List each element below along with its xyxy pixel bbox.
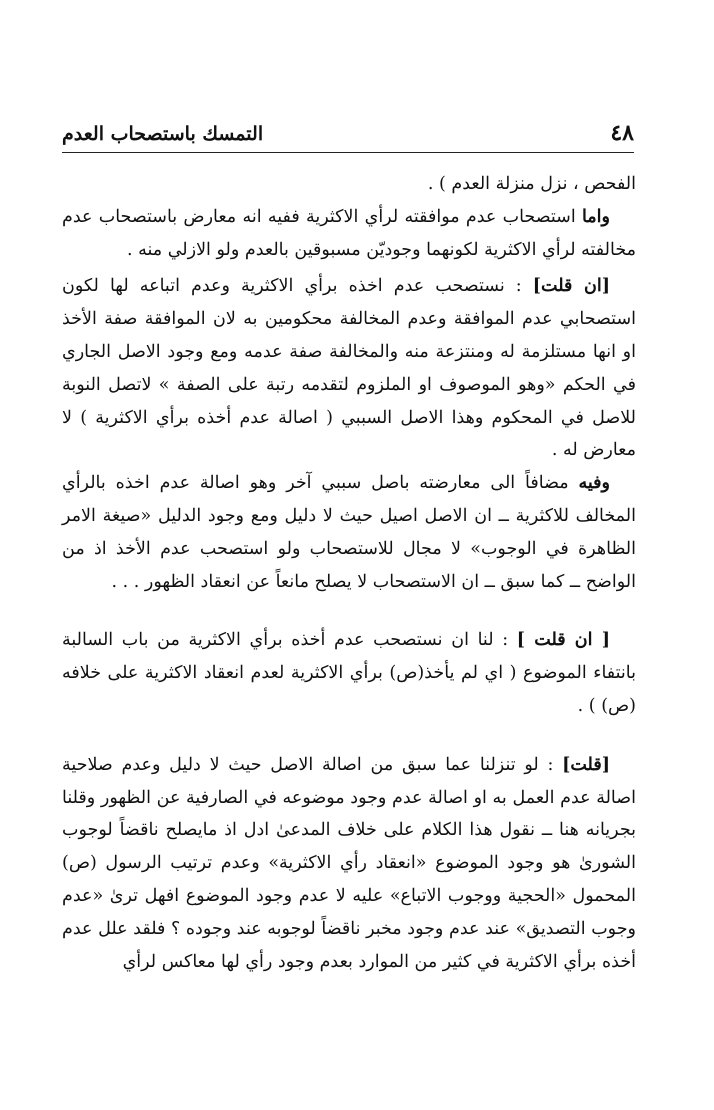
paragraph-text: : نستصحب عدم اخذه برأي الاكثرية وعدم اتباعه لها لكون استصحابي عدم الموافقة وعدم المخالفة محكومين به لان الموافقة صفة الأخذ او انها مستلزمة له ومنتزعة منه والمخالفة صفة عدمه ومع وجود الاصل الجاري في الحكم «وهو الموصوف او الملزوم لتقدمه رتبة على الصفة » لاتصل النوبة للاصل في المحكوم وهذا الاصل السببي ( اصالة عدم أخذه برأي الاكثرية ) لا معارض له . [62, 276, 636, 461]
paragraph-5 [62, 624, 636, 722]
paragraph-4 [62, 467, 636, 598]
paragraph-3 [62, 270, 636, 467]
paragraph-text: استصحاب عدم موافقته لرأي الاكثرية ففيه انه معارض باستصحاب عدم مخالفته لرأي الاكثرية لكونهما وجوديّن مسبوقين بالعدم ولو الازلي منه . [62, 206, 636, 260]
header-divider [62, 152, 634, 153]
paragraph-text: : لو تنزلنا عما سبق من اصالة الاصل حيث لا دليل وعدم صلاحية اصالة عدم العمل به او اصالة عدم وجود موضوعه في الصارفية عن الظهور وقلنا بجريانه هنا ــ نقول هذا الكلام على خلاف المدعىٰ ادل اذ مايصلح ناقضاً لوجوب الشورىٰ هو وجود الموضوع «انعقاد رأي الاكثرية» وعدم ترتيب الرسول (ص) المحمول «الحجية ووجوب الاتباع» عليه لا عدم وجود الموضوع افهل ترىٰ «عدم وجوب التصديق» عند عدم وجود مخبر ناقضاً لوجوبه عند وجوده ؟ فلقد علل عدم أخذه برأي الاكثرية في كثير من الموارد بعدم وجود رأي لها معاكس لرأي [62, 754, 636, 972]
paragraph-lead: واما [581, 206, 610, 227]
paragraph-lead: وفيه [578, 473, 610, 494]
paragraph-2 [62, 201, 636, 267]
page-number: ٤٨ [610, 120, 634, 146]
paragraph-text: الفحص ، نزل منزلة العدم ) . [427, 174, 636, 194]
body-text [62, 168, 636, 978]
paragraph-gap [62, 723, 636, 749]
paragraph-lead: [قلت] [562, 754, 610, 775]
paragraph-1 [62, 168, 636, 201]
paragraph-gap [62, 598, 636, 624]
paragraph-lead: [ان قلت] [532, 276, 610, 297]
page-header [62, 118, 634, 152]
paragraph-6 [62, 749, 636, 979]
paragraph-text: : لنا ان نستصحب عدم أخذه برأي الاكثرية من باب السالبة بانتفاء الموضوع ( اي لم يأخذ(ص) برأي الاكثرية لعدم انعقاد الاكثرية على خلافه (ص) ) . [62, 630, 636, 716]
paragraph-text: مضافاً الى معارضته باصل سببي آخر وهو اصالة عدم اخذه بالرأي المخالف للاكثرية ــ ان الاصل اصيل حيث لا دليل ومع وجود الدليل «صيغة الامر الظاهرة في الوجوب» لا مجال للاستصحاب ولو استصحب عدم الأخذ اذ من الواضح ــ كما سبق ــ ان الاستصحاب لا يصلح مانعاً عن انعقاد الظهور . . . [62, 473, 636, 592]
running-title: التمسك باستصحاب العدم [62, 123, 264, 145]
paragraph-lead: [ ان قلت ] [516, 630, 610, 651]
